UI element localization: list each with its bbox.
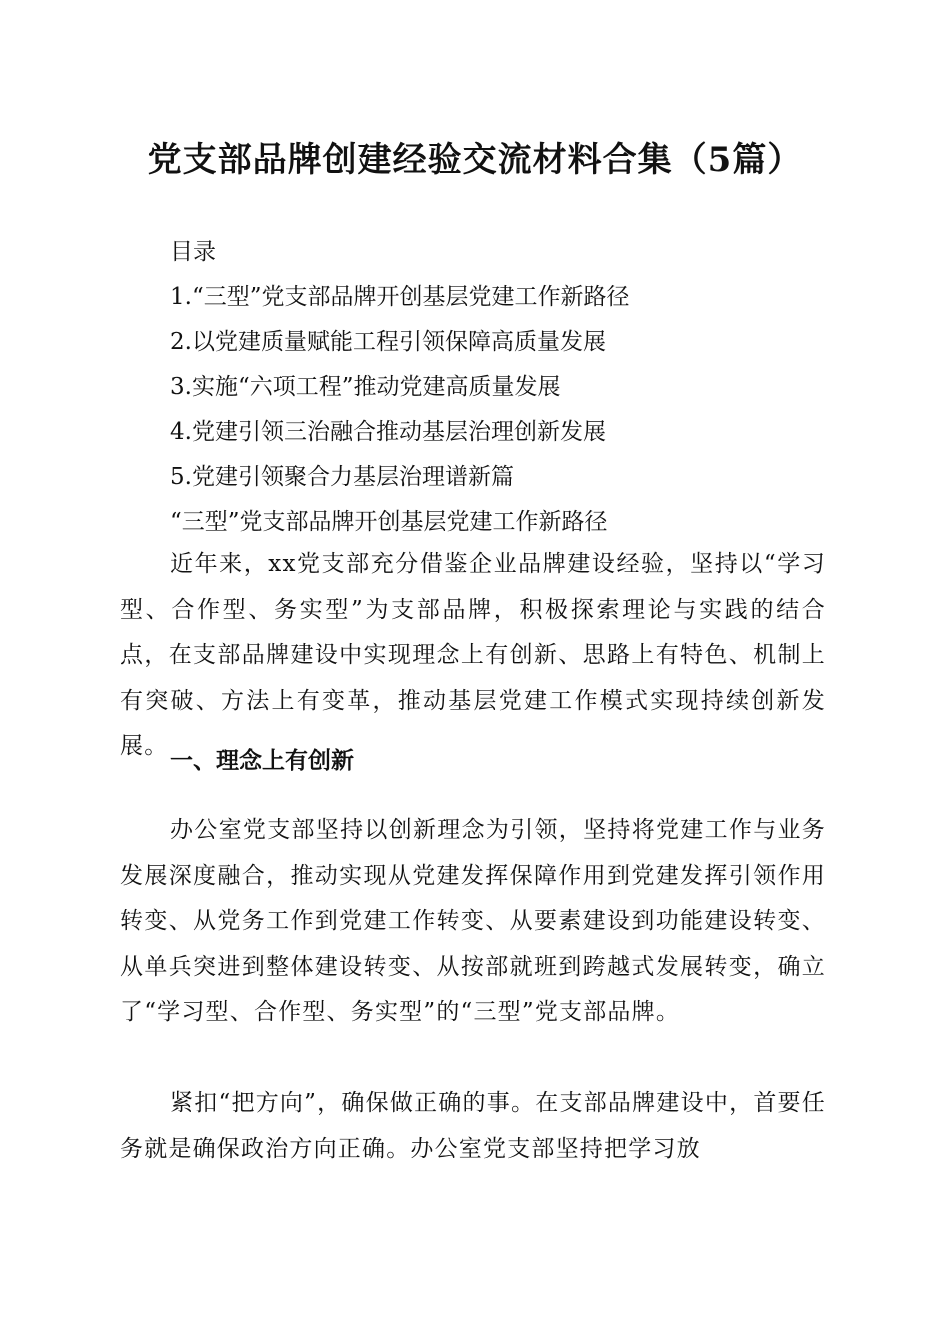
intro-paragraph: 近年来，xx党支部充分借鉴企业品牌建设经验，坚持以“学习型、合作型、务实型”为支部品牌，积极探索理论与实践的结合点，在支部品牌建设中实现理念上有创新、思路上有特色、机制上有突破、方法上有变革，推动基层党建工作模式实现持续创新发展。 [120,551,826,759]
toc-item-1: 1.“三型”党支部品牌开创基层党建工作新路径 [170,284,630,310]
toc-item-3: 3.实施“六项工程”推动党建高质量发展 [170,374,561,400]
toc-item-2: 2.以党建质量赋能工程引领保障高质量发展 [170,329,606,355]
toc-label: 目录 [170,239,216,265]
toc-item-5: 5.党建引领聚合力基层治理谱新篇 [170,464,514,490]
section-paragraph-2: 紧扣“把方向”，确保做正确的事。在支部品牌建设中，首要任务就是确保政治方向正确。办公室党支部坚持把学习放 [120,1090,826,1162]
article-title: “三型”党支部品牌开创基层党建工作新路径 [170,509,608,535]
document-title: 党支部品牌创建经验交流材料合集（5篇） [147,140,803,180]
section-heading: 一、理念上有创新 [170,748,354,774]
section-paragraph-1: 办公室党支部坚持以创新理念为引领，坚持将党建工作与业务发展深度融合，推动实现从党建发挥保障作用到党建发挥引领作用转变、从党务工作到党建工作转变、从要素建设到功能建设转变、从单兵突进到整体建设转变、从按部就班到跨越式发展转变，确立了“学习型、合作型、务实型”的“三型”党支部品牌。 [120,817,826,1025]
toc-item-4: 4.党建引领三治融合推动基层治理创新发展 [170,419,606,445]
